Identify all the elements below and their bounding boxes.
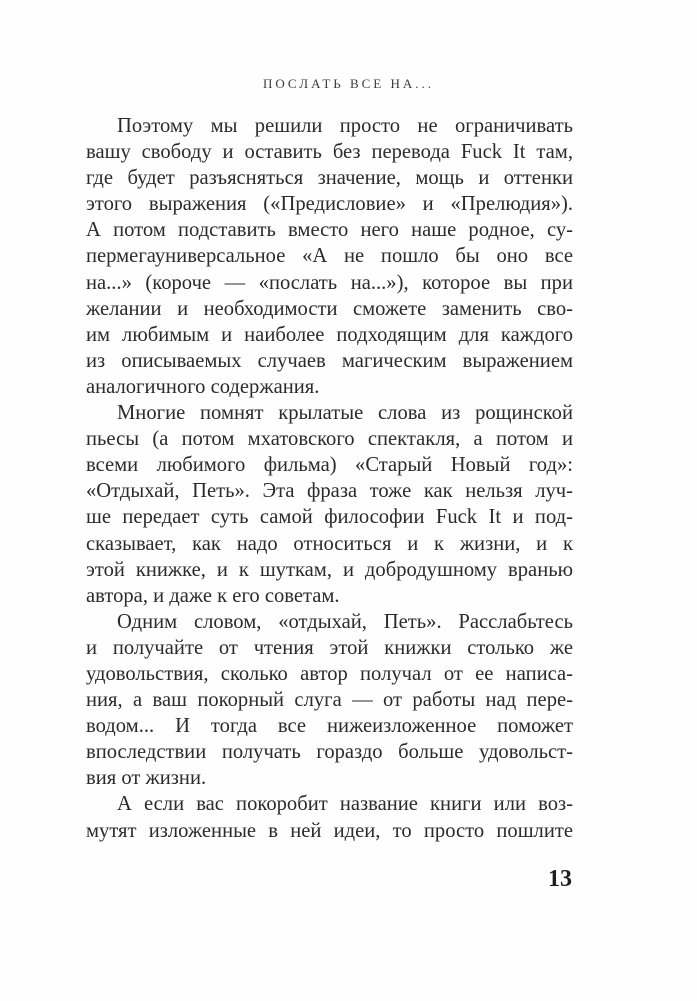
text-line: А потом подставить вместо него наше родное, су- [86,219,573,242]
text-line: мутят изложенные в ней идеи, то просто пошлите [86,819,573,842]
text-line: этого выражения («Предисловие» и «Прелюдия»). [86,193,573,216]
running-head: ПОСЛАТЬ ВСЕ НА... [262,76,435,91]
text-line: им любимым и наиболее подходящим для каждого [86,323,573,346]
text-line: А если вас покоробит название книги или воз- [117,793,573,816]
text-line: сказывает, как надо относиться и к жизни, и к [86,532,573,555]
text-line: и получайте от чтения этой книжки столько же [86,636,573,659]
text-line: желании и необходимости сможете заменить сво- [86,297,573,320]
text-line: пьесы (а потом мхатовского спектакля, а потом и [86,428,573,451]
text-line: Многие помнят крылатые слова из рощинской [117,402,573,425]
page-number: 13 [548,866,572,892]
paragraph-3 [86,609,573,792]
text-line: ния, а ваш покорный слуга — от работы над пере- [86,689,573,712]
text-line: впоследствии получать гораздо больше удовольст- [86,741,573,764]
text-line: Поэтому мы решили просто не ограничивать [117,115,573,137]
text-line: «Отдыхай, Петь». Эта фраза тоже как нельзя луч- [86,480,573,503]
paragraph-4 [86,791,573,843]
text-line: автора, и даже к его советам. [86,584,340,607]
text-line: удовольствия, сколько автор получал от ее написа- [86,662,573,685]
text-line: вия от жизни. [86,767,207,790]
paragraph-2 [86,400,573,609]
text-line: где будет разъясняться значение, мощь и оттенки [86,167,573,190]
text-line: аналогичного содержания. [86,375,320,398]
text-line: водом... И тогда все нижеизложенное поможет [86,715,573,738]
text-line: этой книжке, и к шуткам, и добродушному вранью [86,558,573,581]
body-text [86,113,573,844]
text-line: на...» (короче — «послать на...»), которое вы при [86,271,573,294]
text-line: всеми любимого фильма) «Старый Новый год»: [86,454,573,477]
paragraph-1 [86,113,573,400]
text-line: пермегауниверсальное «А не пошло бы оно все [86,245,573,268]
text-line: Одним словом, «отдыхай, Петь». Расслабьтесь [117,610,573,633]
text-line: ше передает суть самой философии Fuck It и под- [86,506,573,529]
text-line: из описываемых случаев магическим выражением [86,349,573,372]
text-line: вашу свободу и оставить без перевода Fuck It там, [86,141,573,164]
